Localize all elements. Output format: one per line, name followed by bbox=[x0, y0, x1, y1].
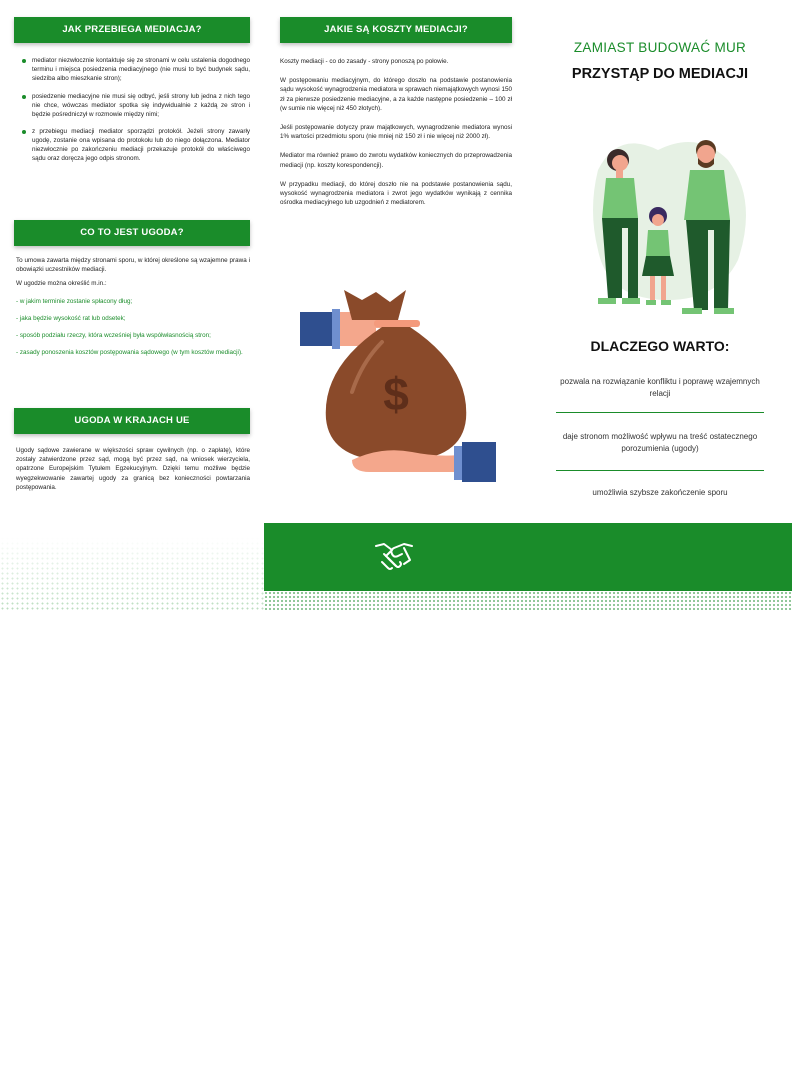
costs-paragraph: W przypadku mediacji, do której doszło nie na podstawie postanowienia sądu, wysokość wynagrodzenia mediatora i zwrot jego wydatków wynikają z cennika ośrodka mediacyjnego lub uzgodnień z mediatorem. bbox=[280, 180, 512, 207]
title-instead-build-wall: ZAMIAST BUDOWAĆ MUR bbox=[573, 40, 747, 55]
website-link[interactable]: gov.pl/web/sprawiedliwosc/mediacje bbox=[543, 1070, 786, 1086]
title-join-mediation: PRZYSTĄP DO MEDIACJI bbox=[571, 66, 749, 82]
divider bbox=[556, 412, 764, 413]
settlement-item: - zasady ponoszenia kosztów postępowania sądowego (w tym kosztów mediacji). bbox=[16, 349, 243, 357]
footer-band bbox=[264, 523, 792, 1086]
costs-paragraph: Koszty mediacji - co do zasady - strony ponoszą po połowie. bbox=[280, 58, 449, 65]
reason-item: daje stronom możliwość wpływu na treść ostatecznego porozumienia (ugody) bbox=[562, 432, 758, 453]
settlement-item: - jaka będzie wysokość rat lub odsetek; bbox=[16, 314, 126, 322]
list-item: posiedzenie mediacyjne nie musi się odbyć, jeśli strony lub jedna z nich tego nie chce, wówczas mediator spotka się indywidualnie z każdą ze stron i będzie pośredniczył w rozmowie między nimi; bbox=[22, 93, 250, 120]
handshake-icon bbox=[374, 540, 414, 574]
svg-text:$: $ bbox=[383, 368, 409, 420]
costs-paragraph: W postępowaniu mediacyjnym, do którego doszło na podstawie postanowienia sądu wysokość wynagrodzenia mediatora w sprawach niemajątkowych wynosi 150 zł za pierwsze posiedzenie mediacyjne, a za każde następne posiedzenie – 100 zł (w sumie nie więcej niż 450 złotych). bbox=[280, 77, 512, 112]
family-illustration bbox=[578, 130, 758, 330]
decorative-dot-pattern bbox=[0, 536, 264, 611]
settlement-intro: To umowa zawarta między stronami sporu, w której określone są wzajemne prawa i obowiązki uczestników mediacji. bbox=[16, 257, 250, 274]
costs-paragraph: Mediator ma również prawo do zwrotu wydatków koniecznych do przeprowadzenia mediacji (np. koszty korespondencji). bbox=[280, 152, 512, 169]
header-settlement-eu: UGODA W KRAJACH UE bbox=[14, 408, 250, 434]
settlement-description bbox=[16, 256, 250, 362]
settlement-item: - w jakim terminie zostanie spłacony dług; bbox=[16, 297, 133, 305]
header-mediation-costs: JAKIE SĄ KOSZTY MEDIACJI? bbox=[280, 17, 512, 43]
bullet-dot-icon bbox=[22, 59, 26, 63]
bullet-dot-icon bbox=[22, 130, 26, 134]
panel-why-mediation bbox=[528, 0, 792, 611]
money-bag-illustration bbox=[292, 282, 502, 482]
mediation-steps-list bbox=[22, 57, 250, 173]
settlement-item: - sposób podziału rzeczy, która wcześniej była współwłasnością stron; bbox=[16, 332, 211, 340]
panel-mediation-process bbox=[0, 0, 264, 611]
header-how-mediation-works: JAK PRZEBIEGA MEDIACJA? bbox=[14, 17, 250, 43]
divider bbox=[556, 470, 764, 471]
costs-paragraph: Jeśli postępowanie dotyczy praw majątkowych, wynagrodzenie mediatora wynosi 1% wartości przedmiotu sporu (nie mniej niż 150 zł i nie więcej niż 2000 zł). bbox=[280, 124, 512, 141]
panel-mediation-costs bbox=[264, 0, 528, 611]
settlement-lead: W ugodzie można określić m.in.: bbox=[16, 280, 107, 288]
list-item: mediator niezwłocznie kontaktuje się ze stronami w celu ustalenia dogodnego terminu i miejsca posiedzenia mediacyjnego (nie musi to być budynek sądu, siedziba albo mieszkanie stron); bbox=[22, 57, 250, 84]
reason-item: umożliwia szybsze zakończenie sporu bbox=[592, 488, 728, 497]
costs-text bbox=[280, 57, 512, 212]
decorative-dot-pattern bbox=[264, 591, 792, 611]
header-what-is-settlement: CO TO JEST UGODA? bbox=[14, 220, 250, 246]
eu-settlement-text: Ugody sądowe zawierane w większości spraw cywilnych (np. o zapłatę), które zostały zatwierdzone przez sąd, mogą być przez sąd, na wniosek wierzyciela, opatrzone Europejskim Tytułem Egzekucyjnym. Dzięki temu możliwe będzie wyegzekwowanie zawartej ugody za granicą bez konieczności powtarzania postępowania. bbox=[16, 447, 250, 491]
bullet-dot-icon bbox=[22, 95, 26, 99]
list-item: z przebiegu mediacji mediator sporządzi protokół. Jeżeli strony zawarły ugodę, zostanie ona wpisana do protokołu lub do niego dołączona. Mediator niezwłocznie po zakończeniu mediacji przekazuje protokół do właściwego sądu oraz doręcza jego odpis stronom. bbox=[22, 128, 250, 164]
why-worth-heading: DLACZEGO WARTO: bbox=[590, 338, 730, 354]
reason-item: pozwala na rozwiązanie konfliktu i poprawę wzajemnych relacji bbox=[560, 377, 760, 398]
